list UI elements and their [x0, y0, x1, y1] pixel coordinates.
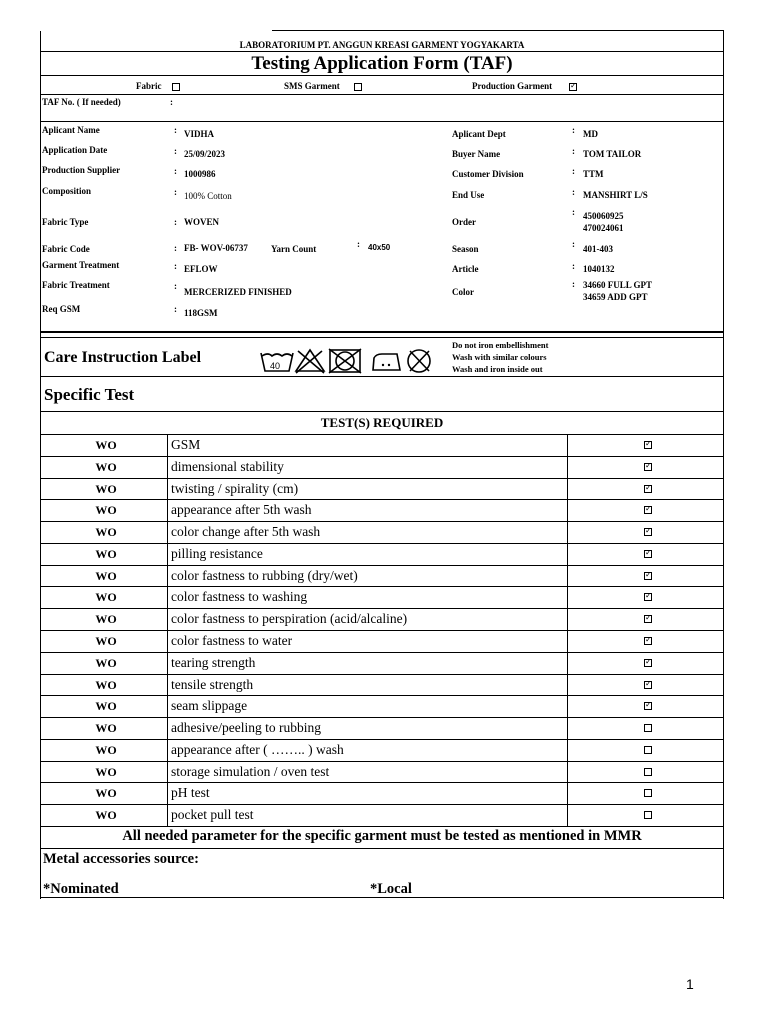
- value-fabric-type: WOVEN: [184, 217, 220, 227]
- test-code: WO: [95, 808, 117, 823]
- colon: :: [572, 261, 575, 271]
- care-symbols: [258, 345, 444, 377]
- test-row: [41, 739, 723, 762]
- wash-temp-text: 40: [270, 361, 281, 371]
- test-checkbox[interactable]: [644, 463, 652, 471]
- test-checkbox[interactable]: [644, 528, 652, 536]
- production-garment-checkbox[interactable]: [569, 83, 577, 91]
- test-code: WO: [95, 590, 117, 605]
- test-name: appearance after 5th wash: [171, 502, 312, 518]
- test-code: WO: [95, 438, 117, 452]
- test-checkbox[interactable]: [644, 485, 652, 493]
- label-end-use: End Use: [452, 190, 485, 200]
- label-color: Color: [452, 287, 474, 297]
- label-order: Order: [452, 217, 476, 227]
- test-checkbox[interactable]: [644, 506, 652, 514]
- test-name: dimensional stability: [171, 458, 284, 474]
- test-name: storage simulation / oven test: [171, 763, 330, 779]
- test-code: WO: [95, 481, 117, 496]
- care-note-2: Wash with similar colours: [452, 352, 547, 362]
- no-bleach-icon: [296, 350, 324, 373]
- test-code: WO: [95, 655, 117, 670]
- test-name: adhesive/peeling to rubbing: [171, 720, 321, 736]
- fabric-checkbox[interactable]: [172, 83, 180, 91]
- care-note-3: Wash and iron inside out: [452, 364, 543, 374]
- value-color-2: 34659 ADD GPT: [583, 292, 648, 302]
- test-code: WO: [95, 721, 117, 736]
- specific-test-title: Specific Test: [44, 385, 135, 404]
- colon: :: [174, 217, 177, 227]
- value-yarn-count: 40x50: [368, 243, 391, 252]
- no-dry-clean-icon: [408, 350, 430, 372]
- test-name: pilling resistance: [171, 545, 263, 561]
- label-applicant-dept: Aplicant Dept: [452, 129, 506, 139]
- value-season: 401-403: [583, 244, 613, 254]
- colon: :: [174, 243, 177, 253]
- test-code: WO: [95, 459, 117, 474]
- value-customer-division: TTM: [583, 169, 604, 179]
- colon: :: [572, 187, 575, 197]
- test-checkbox[interactable]: [644, 702, 652, 710]
- lab-name: LABORATORIUM PT. ANGGUN KREASI GARMENT YOGYAKARTA: [239, 40, 525, 50]
- label-fabric-treatment: Fabric Treatment: [42, 280, 110, 290]
- taf-no-colon: :: [170, 97, 173, 107]
- value-fabric-treatment: MERCERIZED FINISHED: [184, 287, 292, 297]
- label-season: Season: [452, 244, 479, 254]
- option-production-garment-label: Production Garment: [472, 81, 553, 91]
- test-name: twisting / spirality (cm): [171, 480, 299, 496]
- test-name: seam slippage: [171, 698, 248, 714]
- test-name: tensile strength: [171, 676, 254, 692]
- test-code: WO: [95, 764, 117, 779]
- value-end-use: MANSHIRT L/S: [583, 190, 648, 200]
- tests-required-header: TEST(S) REQUIRED: [320, 415, 444, 430]
- colon: :: [572, 207, 575, 217]
- tests-table: [41, 434, 723, 826]
- value-buyer-name: TOM TAILOR: [583, 149, 642, 159]
- label-application-date: Application Date: [42, 145, 108, 155]
- colon: :: [174, 261, 177, 271]
- label-garment-treatment: Garment Treatment: [42, 260, 120, 270]
- test-name: pH test: [171, 785, 210, 801]
- test-row: [41, 565, 723, 588]
- value-composition: 100% Cotton: [184, 191, 232, 201]
- test-row: [41, 717, 723, 740]
- no-tumble-dry-icon: [329, 349, 361, 373]
- test-name: tearing strength: [171, 654, 256, 670]
- iron-medium-icon: [373, 354, 400, 370]
- value-application-date: 25/09/2023: [184, 149, 226, 159]
- taf-form: [40, 31, 724, 899]
- value-applicant-name: VIDHA: [184, 129, 215, 139]
- colon: :: [174, 125, 177, 135]
- value-order-2: 470024061: [583, 223, 624, 233]
- label-production-supplier: Production Supplier: [42, 165, 121, 175]
- test-row: [41, 499, 723, 522]
- test-name: pocket pull test: [171, 807, 254, 823]
- test-code: WO: [95, 503, 117, 518]
- value-order-1: 450060925: [583, 211, 624, 221]
- test-checkbox[interactable]: [644, 550, 652, 558]
- test-row: [41, 456, 723, 479]
- test-row: [41, 543, 723, 566]
- label-fabric-type: Fabric Type: [42, 217, 89, 227]
- taf-no-label: TAF No. ( If needed): [42, 97, 121, 107]
- label-applicant-name: Aplicant Name: [42, 125, 100, 135]
- test-checkbox[interactable]: [644, 441, 652, 449]
- test-name: appearance after ( …….. ) wash: [171, 741, 344, 757]
- test-name: color fastness to perspiration (acid/alcaline): [171, 611, 408, 627]
- test-row: [41, 434, 723, 457]
- value-garment-treatment: EFLOW: [184, 264, 218, 274]
- test-checkbox[interactable]: [644, 593, 652, 601]
- test-row: [41, 478, 723, 501]
- label-fabric-code: Fabric Code: [42, 244, 90, 254]
- option-sms-garment-label: SMS Garment: [284, 81, 340, 91]
- test-checkbox[interactable]: [644, 681, 652, 689]
- test-code: WO: [95, 568, 117, 583]
- colon: :: [572, 125, 575, 135]
- test-row: [41, 695, 723, 718]
- test-row: [41, 674, 723, 697]
- test-code: WO: [95, 677, 117, 692]
- test-code: WO: [95, 525, 117, 540]
- page-number: 1: [686, 976, 694, 992]
- colon: :: [572, 239, 575, 249]
- option-fabric-label: Fabric: [136, 81, 162, 91]
- colon: :: [174, 187, 177, 197]
- label-buyer-name: Buyer Name: [452, 149, 501, 159]
- test-checkbox[interactable]: [644, 768, 652, 776]
- metal-source-local[interactable]: *Local: [370, 881, 412, 897]
- colon: :: [174, 281, 177, 291]
- test-row: [41, 652, 723, 675]
- test-code: WO: [95, 786, 117, 801]
- colon: :: [174, 304, 177, 314]
- metal-accessories-label: Metal accessories source:: [43, 851, 199, 867]
- test-checkbox[interactable]: [644, 615, 652, 623]
- colon: :: [572, 146, 575, 156]
- care-note-1: Do not iron embellishment: [452, 340, 549, 350]
- test-checkbox[interactable]: [644, 811, 652, 819]
- label-customer-division: Customer Division: [452, 169, 524, 179]
- test-row: [41, 608, 723, 631]
- label-req-gsm: Req GSM: [42, 304, 81, 314]
- test-name: color change after 5th wash: [171, 524, 321, 540]
- value-article: 1040132: [583, 264, 615, 274]
- test-code: WO: [95, 634, 117, 648]
- colon: :: [572, 279, 575, 289]
- value-applicant-dept: MD: [583, 129, 598, 139]
- value-fabric-code: FB- WOV-06737: [184, 243, 248, 253]
- test-name: color fastness to washing: [171, 589, 308, 605]
- colon: :: [174, 146, 177, 156]
- test-code: WO: [95, 742, 117, 757]
- test-row: [41, 586, 723, 609]
- test-checkbox[interactable]: [644, 572, 652, 580]
- value-production-supplier: 1000986: [184, 169, 216, 179]
- test-row: [41, 804, 723, 827]
- colon: :: [572, 166, 575, 176]
- test-row: [41, 630, 723, 653]
- test-code: WO: [95, 546, 117, 561]
- test-name: color fastness to water: [171, 633, 293, 648]
- test-checkbox[interactable]: [644, 746, 652, 754]
- colon: :: [174, 166, 177, 176]
- form-title: Testing Application Form (TAF): [251, 53, 513, 74]
- care-label-title: Care Instruction Label: [44, 349, 202, 366]
- test-name: color fastness to rubbing (dry/wet): [171, 567, 358, 583]
- wash-40-icon: [261, 353, 293, 371]
- test-row: [41, 761, 723, 784]
- colon: :: [357, 239, 360, 249]
- test-code: WO: [95, 699, 117, 714]
- test-code: WO: [95, 612, 117, 627]
- footer-note: All needed parameter for the specific garment must be tested as mentioned in MMR: [122, 828, 642, 844]
- test-checkbox[interactable]: [644, 724, 652, 732]
- test-name: GSM: [171, 437, 201, 452]
- test-checkbox[interactable]: [644, 659, 652, 667]
- test-row: [41, 782, 723, 805]
- value-color-1: 34660 FULL GPT: [583, 280, 653, 290]
- test-row: [41, 521, 723, 544]
- label-article: Article: [452, 264, 479, 274]
- test-checkbox[interactable]: [644, 789, 652, 797]
- test-checkbox[interactable]: [644, 637, 652, 645]
- sms-garment-checkbox[interactable]: [354, 83, 362, 91]
- label-composition: Composition: [42, 186, 92, 196]
- value-req-gsm: 118GSM: [184, 308, 218, 318]
- metal-source-nominated[interactable]: *Nominated: [43, 881, 119, 897]
- label-yarn-count: Yarn Count: [271, 244, 317, 254]
